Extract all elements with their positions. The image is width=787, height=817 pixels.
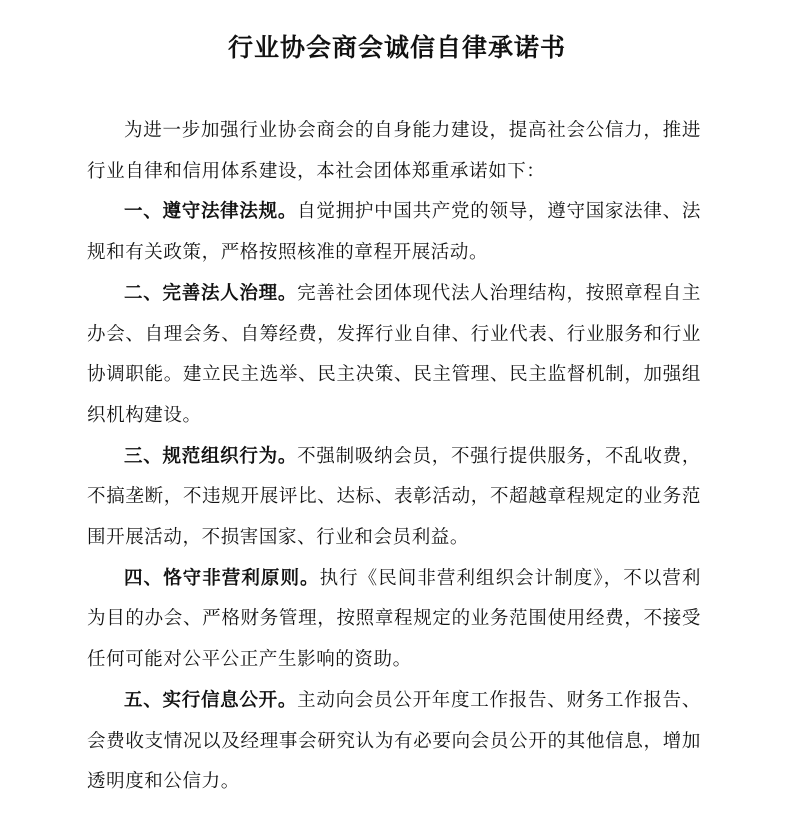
section-paragraph-5: [87, 681, 701, 803]
section-text: 完善社会团体现代法人治理结构，按照章程自主办会、自理会务、自筹经费，发挥行业自律、行业代表、行业服务和行业协调职能。建立民主选举、民主决策、民主管理、民主监督机制，加强组织机构建设。: [87, 282, 701, 426]
section-heading: 五、实行信息公开。: [124, 689, 298, 711]
section-paragraph-3: [87, 437, 701, 559]
section-heading: 一、遵守法律法规。: [124, 201, 298, 223]
section-text: 主动向会员公开年度工作报告、财务工作报告、会费收支情况以及经理事会研究认为有必要向会员公开的其他信息，增加透明度和公信力。: [87, 689, 701, 793]
section-heading: 三、规范组织行为。: [124, 445, 298, 467]
intro-paragraph: 为进一步加强行业协会商会的自身能力建设，提高社会公信力，推进行业自律和信用体系建设，本社会团体郑重承诺如下：: [87, 120, 701, 182]
section-heading: 四、恪守非营利原则。: [124, 567, 320, 589]
section-paragraph-1: [87, 192, 701, 273]
section-heading: 二、完善法人治理。: [124, 282, 298, 304]
section-paragraph-4: [87, 559, 701, 681]
section-text: 不强制吸纳会员，不强行提供服务，不乱收费，不搞垄断，不违规开展评比、达标、表彰活动，不超越章程规定的业务范围开展活动，不损害国家、行业和会员利益。: [87, 445, 701, 549]
section-paragraph-2: [87, 274, 701, 437]
section-text: 执行《民间非营利组织会计制度》，不以营利为目的办会、严格财务管理，按照章程规定的业务范围使用经费，不接受任何可能对公平公正产生影响的资助。: [87, 567, 701, 671]
document-body: [87, 111, 701, 803]
document-title: 行业协会商会诚信自律承诺书: [227, 33, 566, 62]
section-text: 自觉拥护中国共产党的领导，遵守国家法律、法规和有关政策，严格按照核准的章程开展活动。: [87, 201, 701, 264]
